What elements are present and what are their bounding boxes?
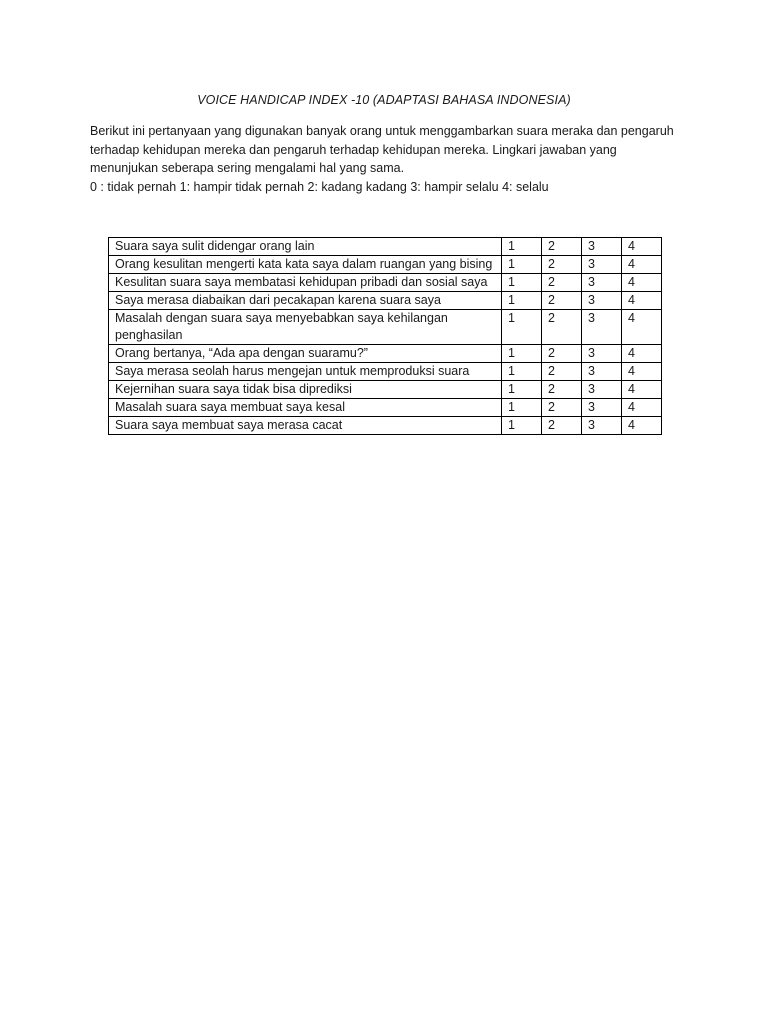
answer-option-2[interactable]: 2 — [542, 310, 582, 345]
answer-option-2[interactable]: 2 — [542, 292, 582, 310]
table-row — [109, 345, 662, 363]
answer-option-2[interactable]: 2 — [542, 274, 582, 292]
intro-line: terhadap kehidupan mereka dan pengaruh terhadap kehidupan mereka. Lingkari jawaban yang — [90, 142, 617, 157]
question-text: Suara saya membuat saya merasa cacat — [109, 417, 502, 435]
answer-option-2[interactable]: 2 — [542, 345, 582, 363]
answer-option-1[interactable]: 1 — [502, 292, 542, 310]
table-row — [109, 238, 662, 256]
answer-option-4[interactable]: 4 — [622, 363, 662, 381]
answer-option-4[interactable]: 4 — [622, 238, 662, 256]
intro-line: menunjukan seberapa sering mengalami hal yang sama. — [90, 161, 405, 175]
answer-option-1[interactable]: 1 — [502, 363, 542, 381]
answer-option-1[interactable]: 1 — [502, 417, 542, 435]
table-row — [109, 292, 662, 310]
answer-option-4[interactable]: 4 — [622, 256, 662, 274]
answer-option-1[interactable]: 1 — [502, 381, 542, 399]
answer-option-3[interactable]: 3 — [582, 381, 622, 399]
answer-option-2[interactable]: 2 — [542, 381, 582, 399]
answer-option-1[interactable]: 1 — [502, 399, 542, 417]
questionnaire-table — [108, 237, 662, 435]
question-text: Suara saya sulit didengar orang lain — [109, 238, 502, 256]
answer-option-3[interactable]: 3 — [582, 345, 622, 363]
table-row — [109, 274, 662, 292]
answer-option-3[interactable]: 3 — [582, 238, 622, 256]
answer-option-4[interactable]: 4 — [622, 399, 662, 417]
question-text: Orang bertanya, “Ada apa dengan suaramu?” — [109, 345, 502, 363]
answer-option-2[interactable]: 2 — [542, 417, 582, 435]
table-row — [109, 399, 662, 417]
answer-option-4[interactable]: 4 — [622, 310, 662, 345]
answer-option-4[interactable]: 4 — [622, 292, 662, 310]
answer-option-1[interactable]: 1 — [502, 256, 542, 274]
answer-option-3[interactable]: 3 — [582, 399, 622, 417]
document-title: VOICE HANDICAP INDEX -10 (ADAPTASI BAHASA INDONESIA) — [197, 93, 571, 107]
question-text: Kesulitan suara saya membatasi kehidupan pribadi dan sosial saya — [109, 274, 502, 292]
answer-option-2[interactable]: 2 — [542, 399, 582, 417]
answer-option-4[interactable]: 4 — [622, 345, 662, 363]
answer-option-3[interactable]: 3 — [582, 256, 622, 274]
answer-option-3[interactable]: 3 — [582, 417, 622, 435]
answer-option-2[interactable]: 2 — [542, 238, 582, 256]
answer-option-3[interactable]: 3 — [582, 292, 622, 310]
question-text: Orang kesulitan mengerti kata kata saya dalam ruangan yang bising — [109, 256, 502, 274]
answer-option-3[interactable]: 3 — [582, 363, 622, 381]
answer-option-3[interactable]: 3 — [582, 310, 622, 345]
answer-option-4[interactable]: 4 — [622, 274, 662, 292]
intro-text — [90, 122, 690, 196]
question-text: Masalah suara saya membuat saya kesal — [109, 399, 502, 417]
answer-option-1[interactable]: 1 — [502, 310, 542, 345]
answer-option-4[interactable]: 4 — [622, 417, 662, 435]
intro-line: Berikut ini pertanyaan yang digunakan banyak orang untuk menggambarkan suara meraka dan pengaruh — [90, 124, 674, 138]
answer-option-1[interactable]: 1 — [502, 345, 542, 363]
question-text: Saya merasa diabaikan dari pecakapan karena suara saya — [109, 292, 502, 310]
question-text: Kejernihan suara saya tidak bisa diprediksi — [109, 381, 502, 399]
table-row — [109, 256, 662, 274]
question-text: Saya merasa seolah harus mengejan untuk memproduksi suara — [109, 363, 502, 381]
table-row — [109, 310, 662, 345]
scale-legend: 0 : tidak pernah 1: hampir tidak pernah 2: kadang kadang 3: hampir selalu 4: selalu — [90, 179, 549, 194]
table-row — [109, 417, 662, 435]
answer-option-3[interactable]: 3 — [582, 274, 622, 292]
answer-option-4[interactable]: 4 — [622, 381, 662, 399]
answer-option-2[interactable]: 2 — [542, 256, 582, 274]
question-text: Masalah dengan suara saya menyebabkan saya kehilangan penghasilan — [109, 310, 502, 345]
table-row — [109, 381, 662, 399]
answer-option-1[interactable]: 1 — [502, 274, 542, 292]
answer-option-2[interactable]: 2 — [542, 363, 582, 381]
table-row — [109, 363, 662, 381]
answer-option-1[interactable]: 1 — [502, 238, 542, 256]
